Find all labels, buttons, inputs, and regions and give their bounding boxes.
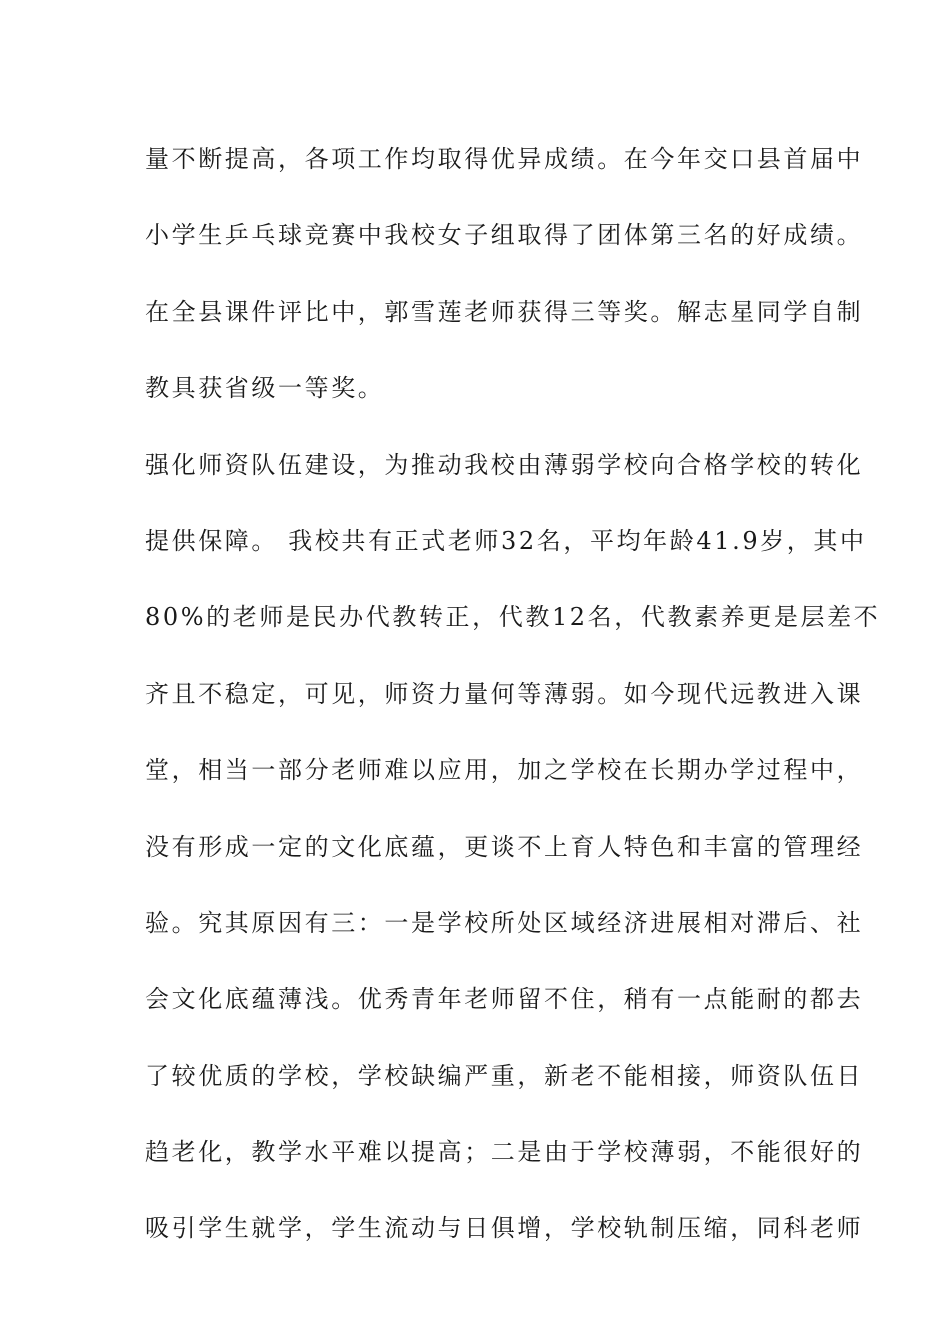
body-text <box>145 134 881 1280</box>
text-line: 强化师资队伍建设，为推动我校由薄弱学校向合格学校的转化 <box>145 450 864 479</box>
text-line: 吸引学生就学，学生流动与日俱增，学校轨制压缩，同科老师 <box>145 1214 864 1243</box>
text-line: 在全县课件评比中，郭雪莲老师获得三等奖。解志星同学自制 <box>145 297 864 326</box>
text-line: 提供保障。 我校共有正式老师32名，平均年龄41.9岁，其中 <box>145 526 867 555</box>
text-line: 没有形成一定的文化底蕴，更谈不上育人特色和丰富的管理经 <box>145 832 864 861</box>
text-line: 趋老化，教学水平难以提高；二是由于学校薄弱，不能很好的 <box>145 1138 864 1167</box>
text-line: 80%的老师是民办代教转正，代教12名，代教素养更是层差不 <box>145 603 881 632</box>
text-line: 会文化底蕴薄浅。优秀青年老师留不住，稍有一点能耐的都去 <box>145 985 864 1014</box>
text-line: 小学生乒乓球竞赛中我校女子组取得了团体第三名的好成绩。 <box>145 221 864 250</box>
text-line: 教具获省级一等奖。 <box>145 374 385 403</box>
text-line: 了较优质的学校，学校缺编严重，新老不能相接，师资队伍日 <box>145 1061 864 1090</box>
text-line: 齐且不稳定，可见，师资力量何等薄弱。如今现代远教进入课 <box>145 679 864 708</box>
text-line: 量不断提高，各项工作均取得优异成绩。在今年交口县首届中 <box>145 145 864 173</box>
text-line: 验。究其原因有三：一是学校所处区域经济进展相对滞后、社 <box>145 908 864 937</box>
text-line: 堂，相当一部分老师难以应用，加之学校在长期办学过程中， <box>145 756 864 785</box>
